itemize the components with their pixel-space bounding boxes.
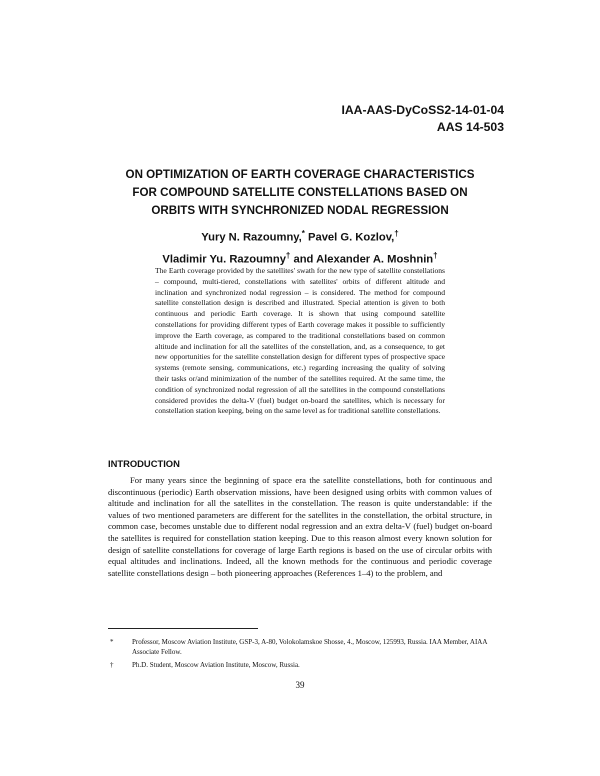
footnote-mark: † bbox=[110, 661, 114, 669]
aas-code: AAS 14-503 bbox=[436, 120, 504, 134]
intro-paragraph: For many years since the beginning of space era the satellite constellations, both for continuous and discontinuous (periodic) Earth observation missions, have been designed using orbits with common values of altitude and inclination for all the satellites in the constellation. The reason is quite understandable: if the values of two mentioned parameters are different for the satellites in the constellation, the orbital structure, in common case, becomes unstable due to different nodal regression and an extra delta-V (fuel) budget on-board the satellites is required for constellation station keeping. Due to this reason almost every known solution for design of satellite constellations for coverage of large Earth regions is based on the use of circular orbits with equal altitudes and inclinations. Indeed, all the known methods for the continuous and periodic coverage satellite constellations design – both pioneering approaches (References 1–4) to the problem, and bbox=[108, 475, 492, 578]
author-name: and Alexander A. Moshnin bbox=[290, 253, 434, 266]
conference-codes bbox=[341, 102, 504, 136]
footnote-mark: * bbox=[110, 638, 114, 646]
paper-code: IAA-AAS-DyCoSS2-14-01-04 bbox=[341, 103, 504, 117]
footnote bbox=[108, 637, 492, 657]
authors-line-1 bbox=[100, 225, 500, 247]
title-line: ORBITS WITH SYNCHRONIZED NODAL REGRESSION bbox=[151, 204, 449, 217]
footnote-text: Ph.D. Student, Moscow Aviation Institute, Moscow, Russia. bbox=[132, 661, 300, 669]
footnote-mark: † bbox=[433, 250, 438, 260]
paper-title bbox=[100, 166, 500, 220]
author-name: Vladimir Yu. Razoumny bbox=[162, 253, 286, 266]
title-line: FOR COMPOUND SATELLITE CONSTELLATIONS BASED ON bbox=[132, 186, 468, 199]
author-name: Yury N. Razoumny, bbox=[201, 231, 302, 244]
abstract: The Earth coverage provided by the satellites' swath for the new type of satellite constellations – compound, multi-tiered, constellations with satellites' orbits of different altitude and inclination and synchronized nodal regression – is considered. The method for compound satellite constellation design is described and illustrated. Special attention is given to both continuous and periodic Earth coverage. It is shown that using compound satellite constellations for providing different types of Earth coverage makes it possible to sufficiently improve the Earth coverage, as compared to the traditional constellations based on common altitude and inclination for all the satellites of the constellation, and, as a consequence, to get new opportunities for the satellite constellation design for different types of prospective space systems (remote sensing, communications, etc.) regarding increasing the quality of solving their tasks or/and minimization of the number of the satellites required. At the same time, the condition of synchronized nodal regression of all the satellites in the compound constellations considered provides the delta-V (fuel) budget on-board the satellites, which is necessary for constellation station keeping, being on the same level as for traditional satellite constellations. bbox=[155, 266, 445, 416]
footnote-text: Professor, Moscow Aviation Institute, GSP-3, A-80, Volokolamskoe Shosse, 4., Moscow, 125993, Russia. IAA Member, AIAA Associate Fellow. bbox=[132, 638, 488, 656]
footnote-mark: † bbox=[285, 250, 291, 260]
section-heading: INTRODUCTION bbox=[108, 458, 180, 469]
author-list bbox=[100, 225, 500, 268]
author-name: Pavel G. Kozlov, bbox=[304, 231, 395, 244]
title-line: ON OPTIMIZATION OF EARTH COVERAGE CHARACTERISTICS bbox=[125, 168, 475, 181]
footnote-mark: * bbox=[301, 229, 305, 238]
footnote-divider bbox=[108, 628, 258, 629]
footnote bbox=[108, 660, 492, 670]
page-number: 39 bbox=[295, 680, 305, 690]
footnote-mark: † bbox=[394, 229, 399, 238]
